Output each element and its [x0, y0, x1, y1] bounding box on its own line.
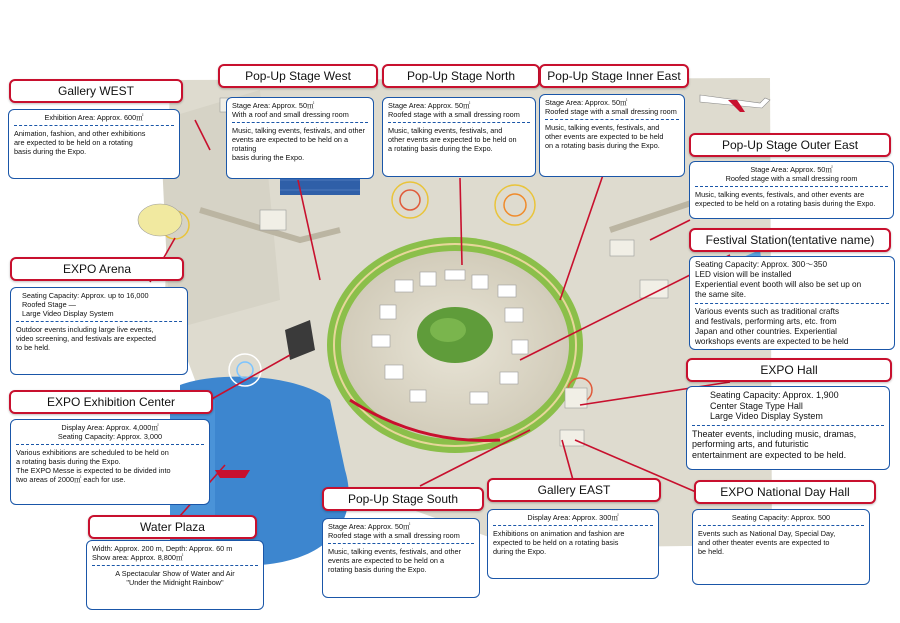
info-box-gallery-west — [8, 109, 180, 179]
info-box-popup-stage-west — [226, 97, 374, 179]
venue-title-gallery-west: Gallery WEST — [9, 79, 183, 103]
info-specs: Display Area: Approx. 4,000㎡ Seating Capacity: Approx. 3,000 — [16, 423, 204, 445]
info-description: Theater events, including music, dramas, performing arts, and futuristic entertainment are expected to be held. — [692, 428, 857, 460]
info-box-expo-exhibition-center — [10, 419, 210, 505]
info-description: Music, talking events, festivals, and other events are expected to be held on a rotating basis during the Expo. — [328, 547, 462, 574]
info-description: Music, talking events, festivals, and other events are expected to be held on a rotating basis during the Expo. — [695, 190, 876, 208]
venue-title-water-plaza: Water Plaza — [88, 515, 257, 539]
info-box-expo-hall — [686, 386, 890, 470]
info-description: Exhibitions on animation and fashion are expected to be held on a rotating basis during the Expo. — [493, 529, 625, 556]
info-box-gallery-east — [487, 509, 659, 579]
info-box-expo-arena — [10, 287, 188, 375]
venue-title-popup-stage-north: Pop-Up Stage North — [382, 64, 540, 88]
info-box-popup-stage-south — [322, 518, 480, 598]
venue-title-popup-stage-outer-east: Pop-Up Stage Outer East — [689, 133, 891, 157]
venue-title-popup-stage-south: Pop-Up Stage South — [322, 487, 484, 511]
venue-title-expo-arena: EXPO Arena — [10, 257, 184, 281]
info-description: Animation, fashion, and other exhibitions are expected to be held on a rotating basis during the Expo. — [14, 129, 146, 156]
info-specs: Seating Capacity: Approx. up to 16,000 Roofed Stage — Large Video Display System — [16, 291, 182, 322]
venue-title-festival-station: Festival Station(tentative name) — [689, 228, 891, 252]
expo-arena-venue — [138, 204, 182, 236]
venue-title-popup-stage-inner-east: Pop-Up Stage Inner East — [539, 64, 689, 88]
info-box-national-day-hall — [692, 509, 870, 585]
venue-title-national-day-hall: EXPO National Day Hall — [694, 480, 876, 504]
venue-title-expo-hall: EXPO Hall — [686, 358, 892, 382]
info-description: Events such as National Day, Special Day, and other theater events are expected to be held. — [698, 529, 836, 556]
info-specs: Exhibition Area: Approx. 600㎡ — [14, 113, 174, 126]
info-specs: Seating Capacity: Approx. 1,900 Center Stage Type Hall Large Video Display System — [692, 390, 884, 426]
info-description: Outdoor events including large live events, video screening, and festivals are expected to be held. — [16, 325, 156, 352]
info-specs: Stage Area: Approx. 50㎡ With a roof and small dressing room — [232, 101, 368, 123]
info-description: Various exhibitions are scheduled to be held on a rotating basis during the Expo. The EXPO Messe is expected to be divided into two areas of 2000㎡ each for use. — [16, 448, 171, 484]
venue-title-gallery-east: Gallery EAST — [487, 478, 661, 502]
info-specs: Stage Area: Approx. 50㎡ Roofed stage with a small dressing room — [388, 101, 530, 123]
info-description: Various events such as traditional crafts and festivals, performing arts, etc. from Japan and other countries. Experiential workshops events are expected to be held — [695, 307, 849, 346]
info-box-popup-stage-inner-east — [539, 94, 685, 177]
info-description: Music, talking events, festivals, and other events are expected to be held on a rotating basis during the Expo. — [388, 126, 517, 153]
info-specs: Display Area: Approx. 300㎡ — [493, 513, 653, 526]
info-description: A Spectacular Show of Water and Air "Under the Midnight Rainbow" — [115, 569, 235, 587]
info-specs: Seating Capacity: Approx. 300～350 LED vision will be installed Experiential event booth will also be set up on the same site. — [695, 260, 889, 304]
info-description: Music, talking events, festivals, and other events are expected to be held on a rotating basis during the Expo. — [545, 123, 664, 150]
info-specs: Stage Area: Approx. 50㎡ Roofed stage with a small dressing room — [695, 165, 888, 187]
info-box-popup-stage-outer-east — [689, 161, 894, 219]
info-specs: Width: Approx. 200 m, Depth: Approx. 60 m Show area: Approx. 8,800㎡ — [92, 544, 258, 566]
info-box-popup-stage-north — [382, 97, 536, 177]
venue-title-popup-stage-west: Pop-Up Stage West — [218, 64, 378, 88]
info-description: Music, talking events, festivals, and other events are expected to be held on a rotating basis during the Expo. — [232, 126, 366, 162]
venue-title-expo-exhibition-center: EXPO Exhibition Center — [9, 390, 213, 414]
info-box-festival-station — [689, 256, 895, 350]
info-specs: Stage Area: Approx. 50㎡ Roofed stage with a small dressing room — [545, 98, 679, 120]
info-specs: Stage Area: Approx. 50㎡ Roofed stage with a small dressing room — [328, 522, 474, 544]
info-box-water-plaza — [86, 540, 264, 610]
info-specs: Seating Capacity: Approx. 500 — [698, 513, 864, 526]
